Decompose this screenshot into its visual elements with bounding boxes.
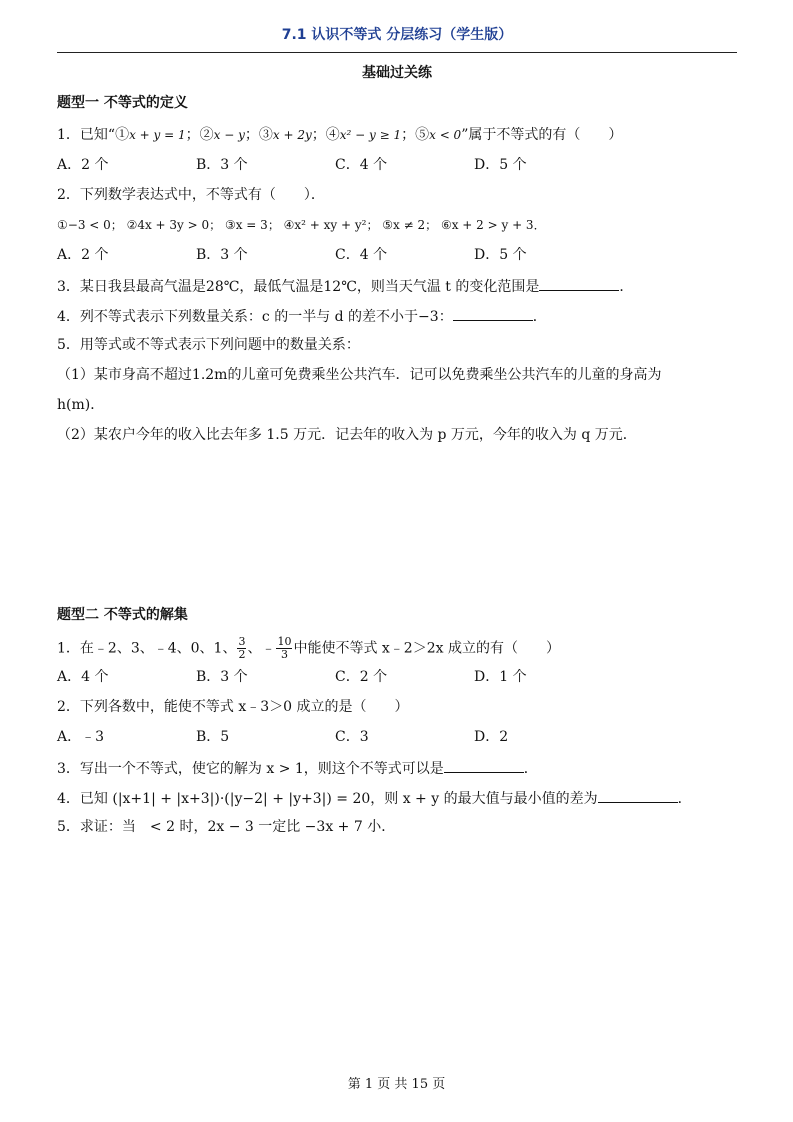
type1-q1-options xyxy=(57,154,737,176)
answer-blank[interactable] xyxy=(539,274,619,291)
fraction-denominator: 2 xyxy=(238,648,246,661)
option-d[interactable]: D．2 xyxy=(474,729,509,745)
q3-end: ． xyxy=(619,279,634,295)
q4-end: ． xyxy=(532,309,547,325)
type1-q5-part1a: （1）某市身高不超过1.2m的儿童可免费乘坐公共汽车．记可以免费乘坐公共汽车的儿童的身高为 xyxy=(57,367,662,383)
fraction-numerator: 3 xyxy=(238,635,246,648)
t2q1-suffix: 中能使不等式 x﹣2＞2x 成立的有（ ） xyxy=(293,640,560,657)
type1-q1 xyxy=(57,124,737,146)
section-title: 基础过关练 xyxy=(362,65,432,81)
type1-q2-stem: 2．下列数学表达式中，不等式有（ ）． xyxy=(57,187,325,203)
type1-q2-options xyxy=(57,244,737,266)
q1-sep2: ；③ xyxy=(244,127,273,143)
option-a[interactable]: A．2 个 xyxy=(57,157,109,173)
type1-q4 xyxy=(57,304,737,326)
type1-q5-stem: 5．用等式或不等式表示下列问题中的数量关系： xyxy=(57,337,360,353)
option-d[interactable]: D．1 个 xyxy=(474,669,527,685)
t2q3-end: ． xyxy=(523,761,538,777)
option-b[interactable]: B．5 xyxy=(196,729,230,745)
type2-q3 xyxy=(57,756,737,778)
type1-q3 xyxy=(57,274,737,296)
type1-title: 题型一 不等式的定义 xyxy=(57,95,188,111)
q1-sep1: ；② xyxy=(185,127,214,143)
option-c[interactable]: C．4 个 xyxy=(335,247,388,263)
fraction-denominator: 3 xyxy=(280,648,288,661)
t2q4-end: ． xyxy=(677,791,692,807)
q3-stem: 3．某日我县最高气温是28℃，最低气温是12℃，则当天气温 t 的变化范围是 xyxy=(57,279,540,295)
type2-q4 xyxy=(57,786,737,808)
type1-q5-part2: （2）某农户今年的收入比去年多 1.5 万元．记去年的收入为 p 万元，今年的收入为 q 万元． xyxy=(57,427,637,443)
q4-stem: 4．列不等式表示下列数量关系：c 的一半与 d 的差不小于−3： xyxy=(57,309,453,325)
q1-sep3: ；④ xyxy=(311,127,340,143)
fraction-10-3 xyxy=(276,636,292,661)
q2-expressions: ①−3 < 0； ②4x + 3y > 0； ③x = 3； ④x² + xy + y²； ⑤x ≠ 2； ⑥x + 2 > y + 3． xyxy=(57,218,546,232)
answer-blank[interactable] xyxy=(444,756,524,773)
fraction-numerator: 10 xyxy=(277,635,292,648)
option-d[interactable]: D．5 个 xyxy=(474,157,527,173)
t2q1-mid: 、﹣ xyxy=(247,640,276,657)
option-a[interactable]: A．﹣3 xyxy=(57,729,105,745)
option-b[interactable]: B．3 个 xyxy=(196,157,248,173)
worksheet-body xyxy=(57,62,737,838)
q1-expr2: x − y xyxy=(213,128,245,142)
t2q3-stem: 3．写出一个不等式，使它的解为 x > 1，则这个不等式可以是 xyxy=(57,761,444,777)
q1-suffix: ”属于不等式的有（ ） xyxy=(461,127,623,143)
answer-space xyxy=(57,446,737,596)
document-title: 7.1 认识不等式 分层练习（学生版） xyxy=(281,27,513,43)
type2-q1 xyxy=(57,635,737,661)
type2-q2-options xyxy=(57,726,737,748)
page-footer: 第 1 页 共 15 页 xyxy=(347,1077,446,1092)
q1-expr4: x² − y ≥ 1 xyxy=(339,128,402,142)
answer-blank[interactable] xyxy=(598,786,678,803)
type2-q1-options xyxy=(57,666,737,688)
option-c[interactable]: C．2 个 xyxy=(335,669,388,685)
option-c[interactable]: C．4 个 xyxy=(335,157,388,173)
option-b[interactable]: B．3 个 xyxy=(196,247,248,263)
q1-sep4: ；⑤ xyxy=(401,127,430,143)
t2q1-prefix: 1．在﹣2、3、﹣4、0、1、 xyxy=(57,640,237,657)
q1-expr5: x < 0 xyxy=(429,128,462,142)
q1-prefix: 1．已知“① xyxy=(57,127,130,143)
option-d[interactable]: D．5 个 xyxy=(474,247,527,263)
type1-q2-exprs xyxy=(57,214,737,236)
option-b[interactable]: B．3 个 xyxy=(196,669,248,685)
type2-title: 题型二 不等式的解集 xyxy=(57,607,188,623)
type2-q2-stem: 2．下列各数中，能使不等式 x﹣3＞0 成立的是（ ） xyxy=(57,699,409,715)
answer-blank[interactable] xyxy=(453,304,533,321)
t2q4-stem: 4．已知 (|x+1| + |x+3|)·(|y−2| + |y+3|) = 20，则 x + y 的最大值与最小值的差为 xyxy=(57,791,598,807)
option-c[interactable]: C．3 xyxy=(335,729,369,745)
option-a[interactable]: A．4 个 xyxy=(57,669,109,685)
page-header xyxy=(57,18,737,53)
type2-q5: 5．求证：当 < 2 时，2x − 3 一定比 −3x + 7 小． xyxy=(57,819,396,835)
type1-q5-part1b: h(m)． xyxy=(57,397,105,413)
fraction-3-2 xyxy=(237,636,246,661)
q1-expr3: x + 2y xyxy=(272,128,312,142)
q1-expr1: x + y = 1 xyxy=(129,128,186,142)
option-a[interactable]: A．2 个 xyxy=(57,247,109,263)
